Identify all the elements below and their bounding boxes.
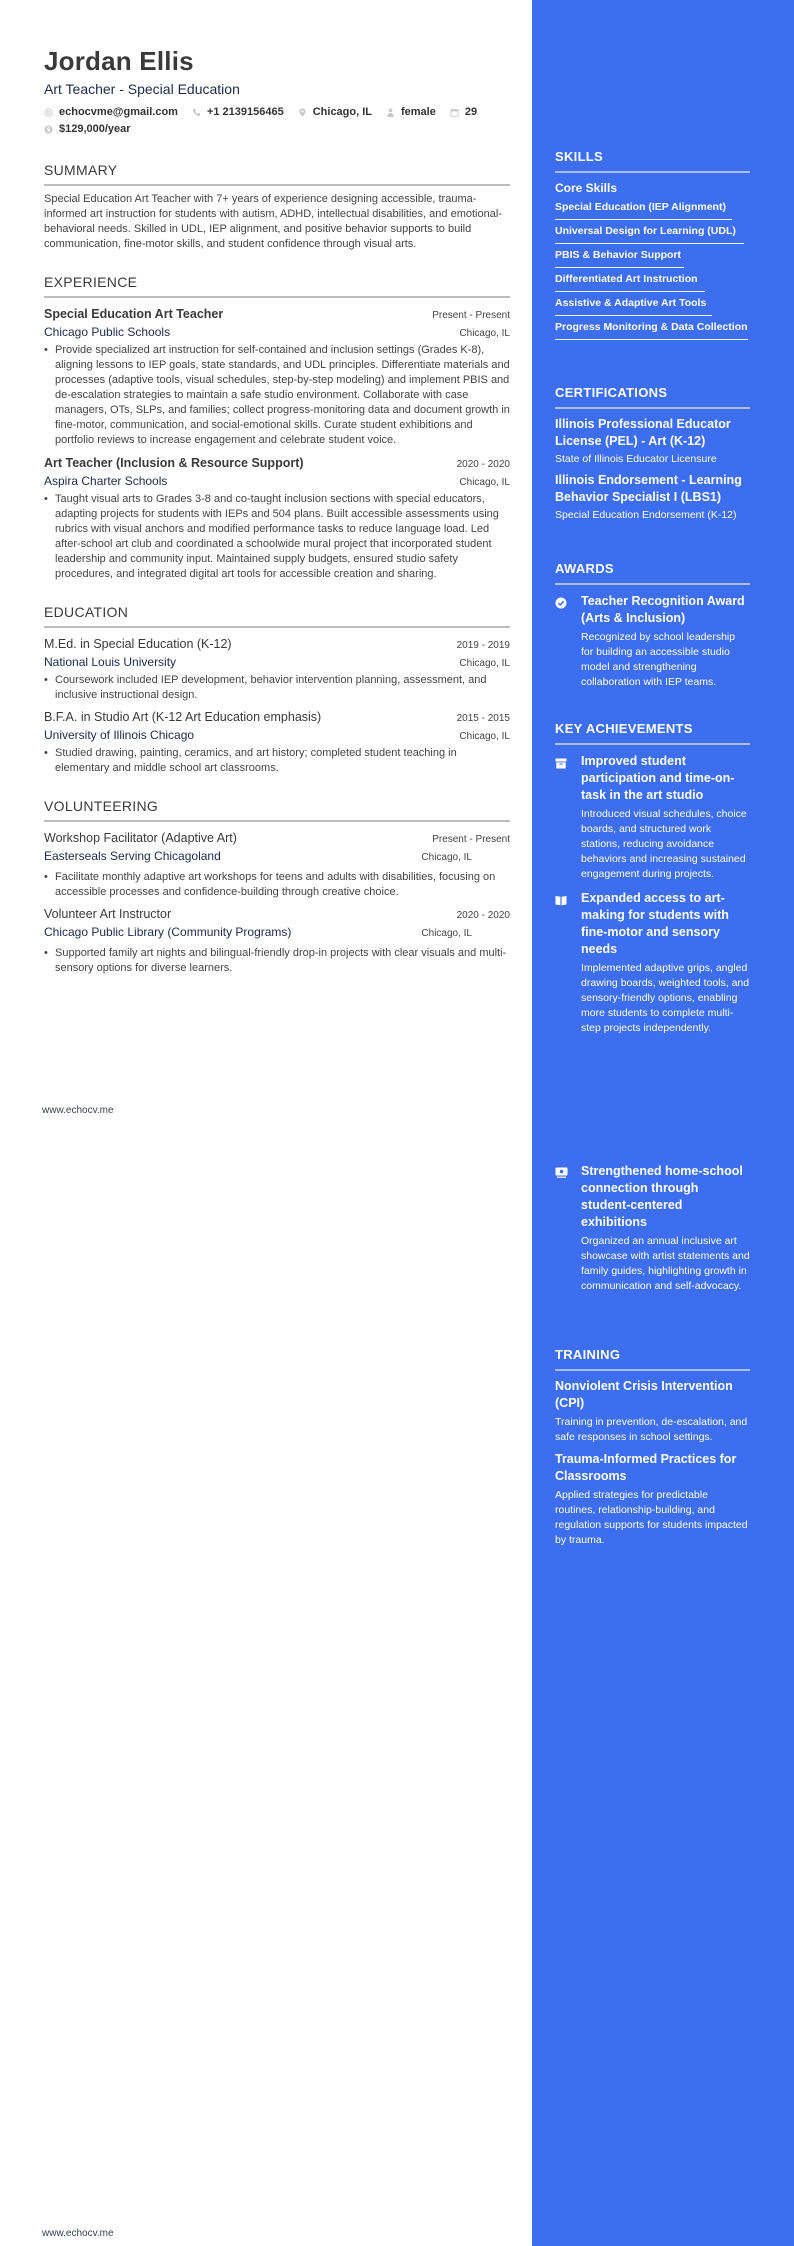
experience-section <box>44 274 510 582</box>
gender-text: female <box>401 106 436 118</box>
school: National Louis University <box>44 655 177 669</box>
skill-item: Universal Design for Learning (UDL) <box>555 220 744 244</box>
volunteer-org: Chicago Public Library (Community Programs) <box>44 925 292 939</box>
job-dates: Present - Present <box>432 310 510 321</box>
degree: M.Ed. in Special Education (K-12) <box>44 637 232 651</box>
experience-entry <box>44 454 510 582</box>
at-icon <box>44 108 53 117</box>
volunteer-org: Easterseals Serving Chicagoland <box>44 849 221 863</box>
section-title-education: EDUCATION <box>44 604 510 628</box>
job-title: Special Education Art Teacher <box>44 307 224 321</box>
training-section <box>555 1347 750 1548</box>
achievement-title: Expanded access to art-making for students with fine-motor and sensory needs <box>581 891 729 956</box>
job-dates: 2020 - 2020 <box>456 459 510 470</box>
section-title-experience: EXPERIENCE <box>44 274 510 298</box>
skill-item: Differentiated Art Instruction <box>555 268 705 292</box>
phone-text: +1 2139156465 <box>206 106 284 118</box>
achievement-item <box>555 1163 750 1294</box>
section-title-volunteering: VOLUNTEERING <box>44 798 510 822</box>
job-title: Art Teacher (Inclusion & Resource Support) <box>44 456 304 470</box>
achievement-title: Strengthened home-school connection through student-centered exhibitions <box>581 1164 743 1229</box>
job-bullet: • Taught visual arts to Grades 3-8 and co-taught inclusion sections with special educators, adapting projects for students with IEPs and 504 plans. Built accessible assessments using rubrics with visual anchors and modified performance tasks to reduce language load. Led after-school art club and coordinated a schoolwide mural project that incorporated student leadership and community input. Maintained supply budgets, ensured studio safety procedures, and integrated digital art tools for accessible creation and sharing. <box>44 493 499 580</box>
volunteering-entry <box>44 829 510 900</box>
contact-age <box>450 104 477 121</box>
volunteer-bullet: • Supported family art nights and bilingual-friendly drop-in projects with clear visuals and multi-sensory options for diverse learners. <box>44 947 507 974</box>
volunteering-section <box>44 798 510 976</box>
experience-entry <box>44 305 510 448</box>
main-column <box>44 46 510 976</box>
volunteer-dates: 2020 - 2020 <box>456 910 510 921</box>
archive-box-icon <box>555 758 567 769</box>
contact-phone[interactable] <box>192 104 284 121</box>
candidate-title: Art Teacher - Special Education <box>44 81 240 97</box>
achievement-description: Implemented adaptive grips, angled drawing boards, weighted tools, and sensory-friendly options, enabling more students to complete multi-step projects independently. <box>581 962 750 1034</box>
award-description: Recognized by school leadership for building an accessible studio model and strengthening collaboration with IEP teams. <box>581 631 736 688</box>
certification-issuer: Special Education Endorsement (K-12) <box>555 509 737 521</box>
skills-subtitle: Core Skills <box>555 181 618 195</box>
footer-website-link[interactable]: www.echocv.me <box>42 2228 114 2239</box>
award-item <box>555 593 750 690</box>
summary-text: Special Education Art Teacher with 7+ years of experience designing accessible, trauma-informed art instruction for students with autism, ADHD, intellectual disabilities, and emotional-behavioral needs. Skilled in UDL, IEP alignment, and positive behavior supports to build communication, fine-motor skills, and student confidence through visual arts. <box>44 193 502 250</box>
school-location: Chicago, IL <box>459 658 510 669</box>
skills-section <box>555 149 750 340</box>
location-pin-icon <box>298 108 307 117</box>
job-bullet: • Provide specialized art instruction for self-contained and inclusion settings (Grades K-8), aligning lessons to IEP goals, state standards, and UDL principles. Differentiate materials and processes (adaptive tools, visual schedules, step-by-step modeling) and implement PBIS and de-escalation strategies to maintain a safe studio environment. Collaborate with case managers, OTs, SLPs, and families; collect progress-monitoring data and document growth in fine-motor, communication, and social-emotional skills. Curate student exhibitions and portfolio reviews to increase engagement and celebrate student voice. <box>44 344 510 446</box>
job-location: Chicago, IL <box>459 328 510 339</box>
education-bullet: • Coursework included IEP development, behavior intervention planning, assessment, and inclusive instructional design. <box>44 674 487 701</box>
degree: B.F.A. in Studio Art (K-12 Art Education emphasis) <box>44 710 322 724</box>
certification-issuer: State of Illinois Educator Licensure <box>555 453 717 465</box>
volunteer-role: Workshop Facilitator (Adaptive Art) <box>44 831 237 845</box>
contact-info <box>44 104 510 138</box>
key-achievements-continued <box>555 1163 750 1294</box>
training-description: Training in prevention, de-escalation, and safe responses in school settings. <box>555 1416 748 1443</box>
achievement-description: Introduced visual schedules, choice boards, and structured work stations, reducing avoidance behaviors and increasing sustained engagement during projects. <box>581 808 747 880</box>
achievement-title: Improved student participation and time-on-task in the art studio <box>581 754 735 802</box>
section-title-summary: SUMMARY <box>44 162 510 186</box>
school-location: Chicago, IL <box>459 731 510 742</box>
svg-text:$: $ <box>46 127 51 134</box>
volunteer-dates: Present - Present <box>432 834 510 845</box>
check-circle-icon <box>555 597 567 609</box>
candidate-name: Jordan Ellis <box>44 46 194 76</box>
skill-item: PBIS & Behavior Support <box>555 244 684 268</box>
certification-name: Illinois Professional Educator License (PEL) - Art (K-12) <box>555 417 731 448</box>
footer-website-link[interactable]: www.echocv.me <box>42 1105 114 1116</box>
location-text: Chicago, IL <box>312 106 372 118</box>
dollar-circle-icon <box>44 125 53 134</box>
job-location: Chicago, IL <box>459 477 510 488</box>
age-text: 29 <box>464 106 478 118</box>
contact-gender <box>386 104 436 121</box>
volunteering-entry <box>44 905 510 976</box>
school: University of Illinois Chicago <box>44 728 195 742</box>
summary-section <box>44 162 510 252</box>
award-title: Teacher Recognition Award (Arts & Inclusion) <box>581 594 745 625</box>
employer: Chicago Public Schools <box>44 325 171 339</box>
certification-name: Illinois Endorsement - Learning Behavior Specialist I (LBS1) <box>555 473 742 504</box>
section-title-key-achievements: KEY ACHIEVEMENTS <box>555 721 750 745</box>
employer: Aspira Charter Schools <box>44 474 168 488</box>
contact-location <box>298 104 372 121</box>
salary-text: $129,000/year <box>59 123 131 135</box>
awards-section <box>555 561 750 690</box>
education-section <box>44 604 510 776</box>
achievement-item <box>555 753 750 882</box>
section-title-training: TRAINING <box>555 1347 750 1371</box>
training-description: Applied strategies for predictable routines, relationship-building, and regulation supports for students impacted by trauma. <box>555 1489 748 1546</box>
calendar-icon <box>450 108 459 117</box>
achievement-description: Organized an annual inclusive art showcase with artist statements and family guides, highlighting growth in communication and self-advocacy. <box>581 1235 750 1292</box>
open-book-icon <box>555 895 567 906</box>
skill-item: Assistive & Adaptive Art Tools <box>555 292 712 316</box>
education-entry <box>44 708 510 776</box>
skill-item: Progress Monitoring & Data Collection <box>555 316 748 340</box>
key-achievements-section <box>555 721 750 1036</box>
phone-icon <box>192 108 201 117</box>
contact-salary <box>44 121 131 138</box>
section-title-awards: AWARDS <box>555 561 750 585</box>
certifications-section <box>555 385 750 522</box>
education-entry <box>44 635 510 703</box>
volunteer-location: Chicago, IL <box>421 928 472 939</box>
volunteer-bullet: • Facilitate monthly adaptive art workshops for teens and adults with disabilities, focusing on accessible processes and confidence-building through creative choice. <box>44 871 496 898</box>
training-name: Nonviolent Crisis Intervention (CPI) <box>555 1379 733 1410</box>
achievement-item <box>555 890 750 1036</box>
contact-email[interactable] <box>44 104 178 121</box>
section-title-skills: SKILLS <box>555 149 750 173</box>
volunteer-role: Volunteer Art Instructor <box>44 907 172 921</box>
email-text: echocvme@gmail.com <box>59 106 178 118</box>
volunteer-location: Chicago, IL <box>421 852 472 863</box>
section-title-certifications: CERTIFICATIONS <box>555 385 750 409</box>
skill-item: Special Education (IEP Alignment) <box>555 196 732 220</box>
training-name: Trauma-Informed Practices for Classrooms <box>555 1452 737 1483</box>
person-icon <box>386 108 395 117</box>
education-dates: 2019 - 2019 <box>456 640 510 651</box>
presentation-icon <box>555 1167 568 1179</box>
education-dates: 2015 - 2015 <box>456 713 510 724</box>
education-bullet: • Studied drawing, painting, ceramics, and art history; completed student teaching in elementary and middle school art classrooms. <box>44 747 457 774</box>
